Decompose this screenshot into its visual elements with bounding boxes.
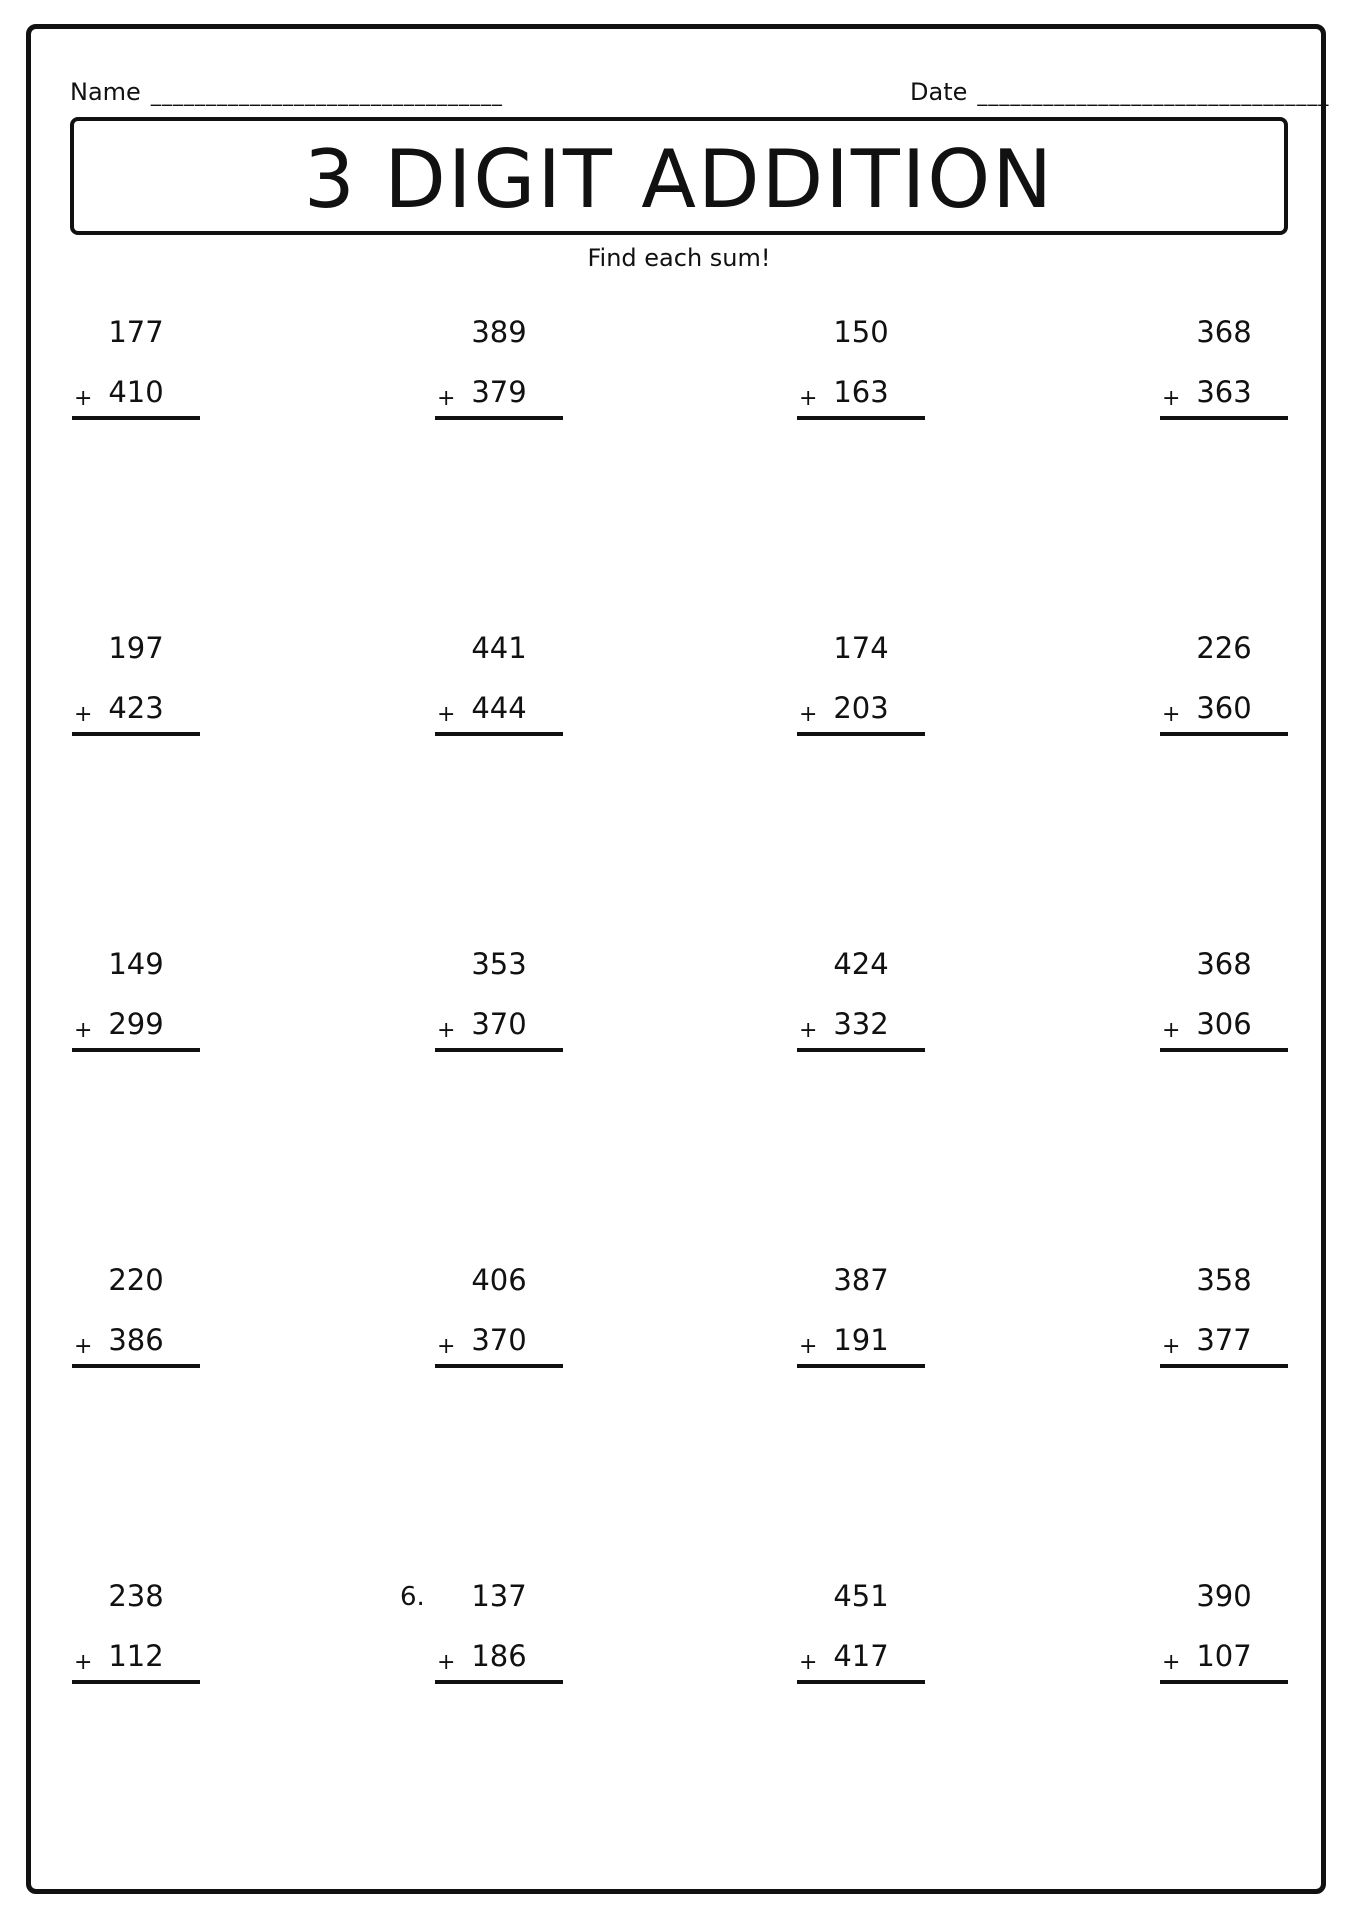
top-addend: 368 [1196, 947, 1252, 981]
name-label: Name [70, 78, 141, 106]
top-addend: 358 [1196, 1263, 1252, 1297]
answer-line[interactable] [797, 732, 925, 736]
plus-sign: + [74, 1334, 93, 1359]
top-addend: 149 [108, 947, 164, 981]
top-addend: 150 [833, 315, 889, 349]
plus-sign: + [799, 386, 818, 411]
top-addend: 390 [1196, 1579, 1252, 1613]
bottom-addend: 386 [108, 1323, 164, 1357]
addition-problem [797, 947, 925, 1070]
top-addend: 387 [833, 1263, 889, 1297]
answer-line[interactable] [797, 1364, 925, 1368]
plus-sign: + [437, 386, 456, 411]
answer-line[interactable] [1160, 416, 1288, 420]
answer-line[interactable] [72, 1048, 200, 1052]
bottom-addend: 191 [833, 1323, 889, 1357]
plus-sign: + [437, 1650, 456, 1675]
plus-sign: + [74, 702, 93, 727]
bottom-addend: 377 [1196, 1323, 1252, 1357]
plus-sign: + [799, 1334, 818, 1359]
bottom-addend: 112 [108, 1639, 164, 1673]
plus-sign: + [1162, 1650, 1181, 1675]
answer-line[interactable] [72, 1364, 200, 1368]
answer-line[interactable] [435, 416, 563, 420]
plus-sign: + [799, 1650, 818, 1675]
addition-problem [435, 631, 563, 754]
top-addend: 174 [833, 631, 889, 665]
plus-sign: + [799, 702, 818, 727]
answer-line[interactable] [1160, 1364, 1288, 1368]
answer-line[interactable] [72, 416, 200, 420]
answer-line[interactable] [435, 1048, 563, 1052]
date-blank-line[interactable]: ________________________________ [977, 82, 1330, 106]
answer-line[interactable] [435, 1680, 563, 1684]
top-addend: 137 [471, 1579, 527, 1613]
bottom-addend: 360 [1196, 691, 1252, 725]
plus-sign: + [74, 1650, 93, 1675]
answer-line[interactable] [435, 732, 563, 736]
addition-problem [72, 1263, 200, 1386]
answer-line[interactable] [1160, 1680, 1288, 1684]
plus-sign: + [437, 1018, 456, 1043]
addition-problem [72, 631, 200, 754]
bottom-addend: 444 [471, 691, 527, 725]
addition-problem [797, 631, 925, 754]
answer-line[interactable] [797, 1680, 925, 1684]
title-box [70, 117, 1288, 235]
answer-line[interactable] [72, 1680, 200, 1684]
answer-line[interactable] [1160, 1048, 1288, 1052]
bottom-addend: 163 [833, 375, 889, 409]
name-blank-line[interactable]: ________________________________ [150, 82, 503, 106]
addition-problem [72, 1579, 200, 1702]
plus-sign: + [799, 1018, 818, 1043]
answer-line[interactable] [797, 1048, 925, 1052]
addition-problem [1160, 631, 1288, 754]
bottom-addend: 107 [1196, 1639, 1252, 1673]
top-addend: 451 [833, 1579, 889, 1613]
top-addend: 197 [108, 631, 164, 665]
top-addend: 226 [1196, 631, 1252, 665]
plus-sign: + [74, 1018, 93, 1043]
addition-problem [435, 1579, 563, 1702]
bottom-addend: 306 [1196, 1007, 1252, 1041]
addition-problem [1160, 315, 1288, 438]
addition-problem [72, 315, 200, 438]
top-addend: 220 [108, 1263, 164, 1297]
top-addend: 238 [108, 1579, 164, 1613]
bottom-addend: 379 [471, 375, 527, 409]
bottom-addend: 186 [471, 1639, 527, 1673]
answer-line[interactable] [1160, 732, 1288, 736]
plus-sign: + [1162, 1334, 1181, 1359]
plus-sign: + [437, 702, 456, 727]
addition-problem [435, 1263, 563, 1386]
addition-problem [797, 315, 925, 438]
bottom-addend: 203 [833, 691, 889, 725]
addition-problem [72, 947, 200, 1070]
top-addend: 441 [471, 631, 527, 665]
problem-number-label: 6. [400, 1582, 425, 1612]
addition-problem [797, 1263, 925, 1386]
name-field[interactable] [70, 68, 503, 106]
top-addend: 424 [833, 947, 889, 981]
top-addend: 177 [108, 315, 164, 349]
answer-line[interactable] [435, 1364, 563, 1368]
plus-sign: + [1162, 702, 1181, 727]
addition-problem [797, 1579, 925, 1702]
answer-line[interactable] [72, 732, 200, 736]
plus-sign: + [1162, 386, 1181, 411]
top-addend: 406 [471, 1263, 527, 1297]
bottom-addend: 332 [833, 1007, 889, 1041]
bottom-addend: 417 [833, 1639, 889, 1673]
plus-sign: + [74, 386, 93, 411]
addition-problem [1160, 947, 1288, 1070]
plus-sign: + [1162, 1018, 1181, 1043]
top-addend: 353 [471, 947, 527, 981]
date-label: Date [910, 78, 968, 106]
bottom-addend: 410 [108, 375, 164, 409]
answer-line[interactable] [797, 416, 925, 420]
addition-problem [435, 315, 563, 438]
addition-problem [435, 947, 563, 1070]
instructions: Find each sum! [587, 244, 771, 272]
bottom-addend: 423 [108, 691, 164, 725]
addition-problem [1160, 1263, 1288, 1386]
top-addend: 389 [471, 315, 527, 349]
worksheet-frame [26, 24, 1330, 1894]
date-field[interactable] [910, 68, 1330, 106]
top-addend: 368 [1196, 315, 1252, 349]
bottom-addend: 370 [471, 1323, 527, 1357]
addition-problem [1160, 1579, 1288, 1702]
bottom-addend: 299 [108, 1007, 164, 1041]
bottom-addend: 363 [1196, 375, 1252, 409]
plus-sign: + [437, 1334, 456, 1359]
bottom-addend: 370 [471, 1007, 527, 1041]
worksheet-title: 3 DIGIT ADDITION [303, 133, 1055, 226]
